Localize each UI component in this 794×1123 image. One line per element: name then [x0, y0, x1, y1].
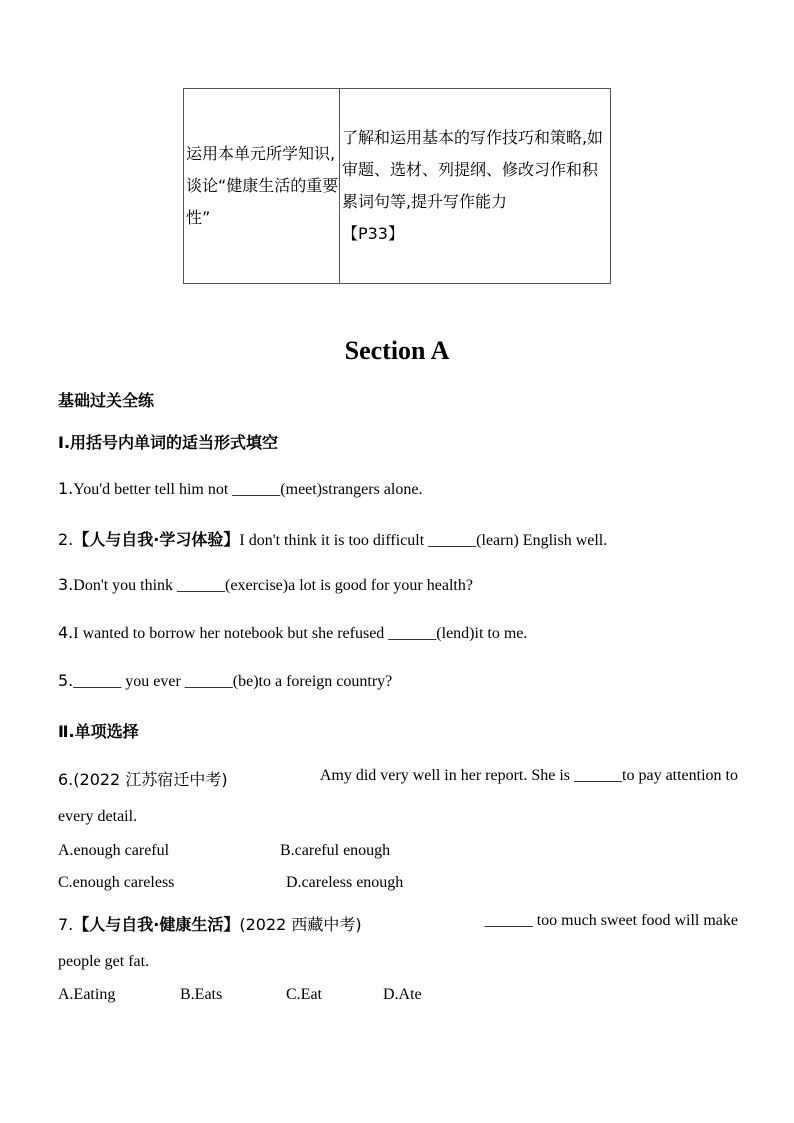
option-a: A.enough careful	[58, 842, 170, 859]
question-text: You'd better tell him not ______(meet)strangers alone.	[73, 481, 423, 498]
option-a: A.Eating	[58, 986, 116, 1003]
question-7-cont: people get fat.	[58, 953, 150, 970]
option-c: C.enough careless	[58, 874, 175, 891]
question-source: (2022 江苏宿迁中考)	[73, 770, 228, 789]
question-number: 6.	[58, 770, 74, 789]
part2-heading: Ⅱ.单项选择	[58, 722, 139, 741]
question-number: 5.	[58, 671, 74, 690]
question-6	[58, 767, 738, 790]
question-text: I wanted to borrow her notebook but she refused ______(lend)it to me.	[73, 625, 528, 642]
question-5	[58, 671, 392, 691]
question-tag: 【人与自我·健康生活】	[73, 915, 240, 934]
question-text: Amy did very well in her report. She is ______to pay attention to	[319, 767, 738, 784]
objective-page-ref: 【P33】	[341, 224, 404, 243]
objective-skill-text: 了解和运用基本的写作技巧和策略,如审题、选材、列提纲、修改习作和积累词句等,提升写作能力	[341, 128, 604, 211]
option-b: B.careful enough	[280, 842, 391, 859]
question-7	[58, 912, 738, 935]
question-number: 4.	[58, 623, 74, 642]
question-number: 7.	[58, 915, 74, 934]
objective-skill-cell	[339, 89, 610, 284]
practice-label: 基础过关全练	[58, 391, 155, 410]
objective-topic-cell	[184, 89, 340, 284]
option-d: D.Ate	[383, 986, 422, 1003]
objectives-table	[183, 88, 611, 284]
question-text: ______ you ever ______(be)to a foreign country?	[73, 673, 393, 690]
option-d: D.careless enough	[286, 874, 404, 891]
question-text: I don't think it is too difficult ______(learn) English well.	[239, 532, 608, 549]
section-title: Section A	[344, 336, 450, 365]
option-b: B.Eats	[180, 986, 223, 1003]
question-6-cont: every detail.	[58, 808, 138, 825]
question-number: 2.	[58, 530, 74, 549]
objective-topic-text: 运用本单元所学知识,谈论“健康生活的重要性”	[186, 144, 339, 227]
question-1	[58, 479, 422, 499]
question-3	[58, 575, 473, 595]
question-number: 3.	[58, 575, 74, 594]
question-2	[58, 527, 607, 550]
question-number: 1.	[58, 479, 74, 498]
part1-heading: Ⅰ.用括号内单词的适当形式填空	[58, 433, 279, 452]
question-source: (2022 西藏中考)	[239, 915, 362, 934]
question-4	[58, 623, 527, 643]
question-text: Don't you think ______(exercise)a lot is good for your health?	[73, 577, 473, 594]
question-text: ______ too much sweet food will make	[484, 912, 738, 929]
question-tag: 【人与自我·学习体验】	[73, 530, 240, 549]
option-c: C.Eat	[286, 986, 322, 1003]
